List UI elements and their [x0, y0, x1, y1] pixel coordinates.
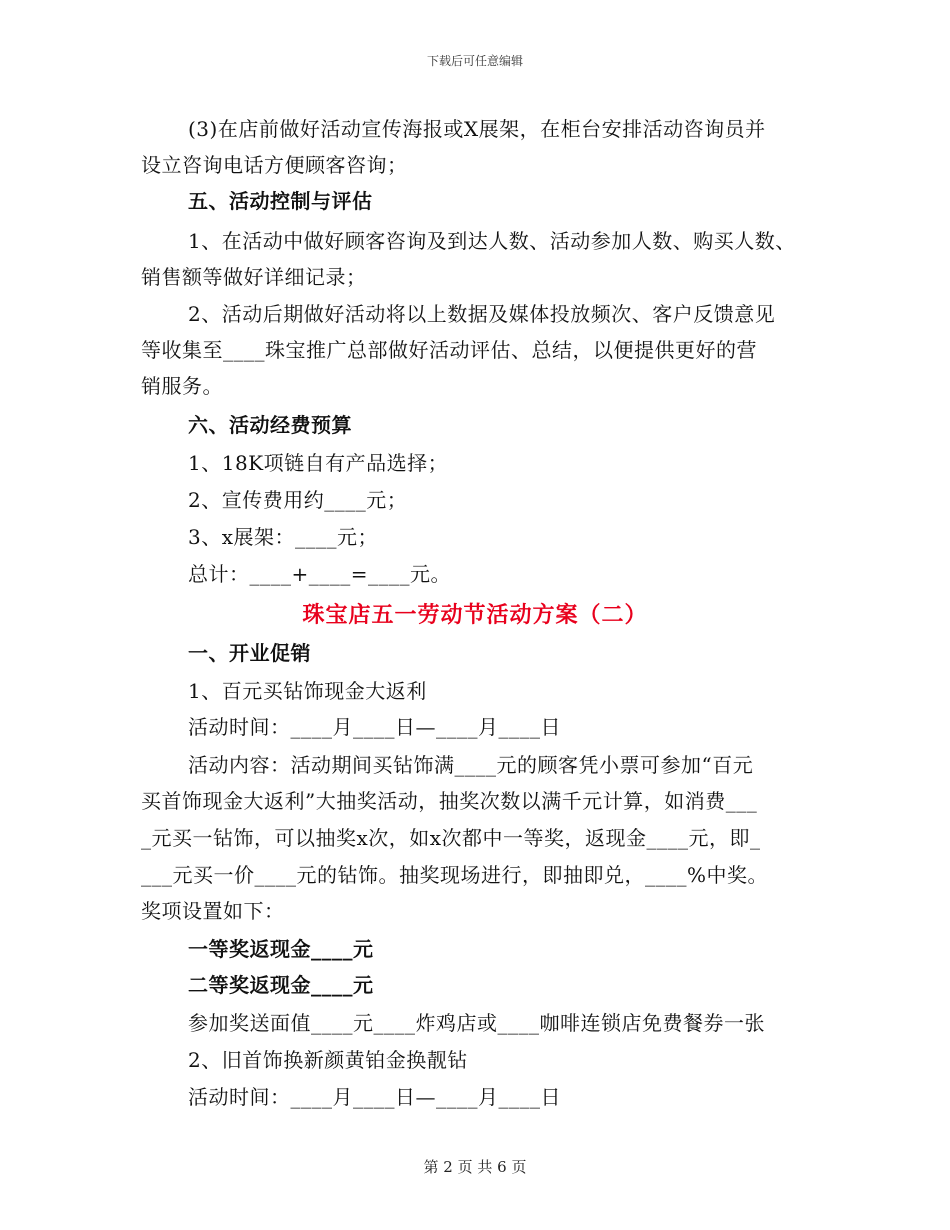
paragraph-line: 买首饰现金大返利”大抽奖活动，抽奖次数以满千元计算，如消费___ — [141, 789, 758, 813]
paragraph-line: 1、18K项链自有产品选择； — [188, 451, 449, 475]
paragraph-line: 参加奖送面值____元____炸鸡店或____咖啡连锁店免费餐券一张 — [188, 1011, 765, 1035]
section-heading: 一、开业促销 — [188, 641, 311, 665]
section-heading: 六、活动经费预算 — [188, 413, 352, 437]
paragraph-line: 等收集至____珠宝推广总部做好活动评估、总结，以便提供更好的营 — [141, 338, 757, 362]
paragraph-line: 销服务。 — [141, 374, 223, 398]
page-header-note: 下载后可任意编辑 — [426, 54, 523, 68]
paragraph-line: 2、活动后期做好活动将以上数据及媒体投放频次、客户反馈意见 — [188, 302, 776, 326]
prize-line: 二等奖返现金____元 — [188, 973, 374, 997]
paragraph-line: 活动内容：活动期间买钻饰满____元的顾客凭小票可参加“百元 — [188, 753, 754, 777]
document-title: 珠宝店五一劳动节活动方案（二） — [302, 602, 648, 628]
paragraph-line: 2、旧首饰换新颜黄铂金换靓钻 — [188, 1048, 468, 1072]
paragraph-line: 活动时间：____月____日—____月____日 — [188, 715, 561, 739]
paragraph-line: 3、x展架：____元； — [188, 525, 379, 549]
paragraph-line: _元买一钻饰，可以抽奖x次，如x次都中一等奖，返现金____元，即_ — [141, 826, 761, 850]
paragraph-line: 奖项设置如下： — [141, 899, 285, 923]
paragraph-line: 销售额等做好详细记录； — [141, 265, 367, 289]
paragraph-line: 2、宣传费用约____元； — [188, 488, 408, 512]
paragraph-line: 设立咨询电话方便顾客咨询； — [141, 153, 408, 177]
paragraph-line: (3)在店前做好活动宣传海报或X展架，在柜台安排活动咨询员并 — [188, 117, 766, 141]
paragraph-line: ___元买一价____元的钻饰。抽奖现场进行，即抽即兑，____%中奖。 — [141, 863, 769, 887]
section-heading: 五、活动控制与评估 — [188, 189, 373, 213]
paragraph-line: 活动时间：____月____日—____月____日 — [188, 1085, 561, 1109]
page-footer-number: 第 2 页 共 6 页 — [423, 1158, 527, 1176]
paragraph-line: 1、百元买钻饰现金大返利 — [188, 679, 427, 703]
prize-line: 一等奖返现金____元 — [188, 937, 374, 961]
paragraph-line: 1、在活动中做好顾客咨询及到达人数、活动参加人数、购买人数、 — [188, 229, 796, 253]
paragraph-line: 总计：____+____=____元。 — [188, 562, 452, 586]
